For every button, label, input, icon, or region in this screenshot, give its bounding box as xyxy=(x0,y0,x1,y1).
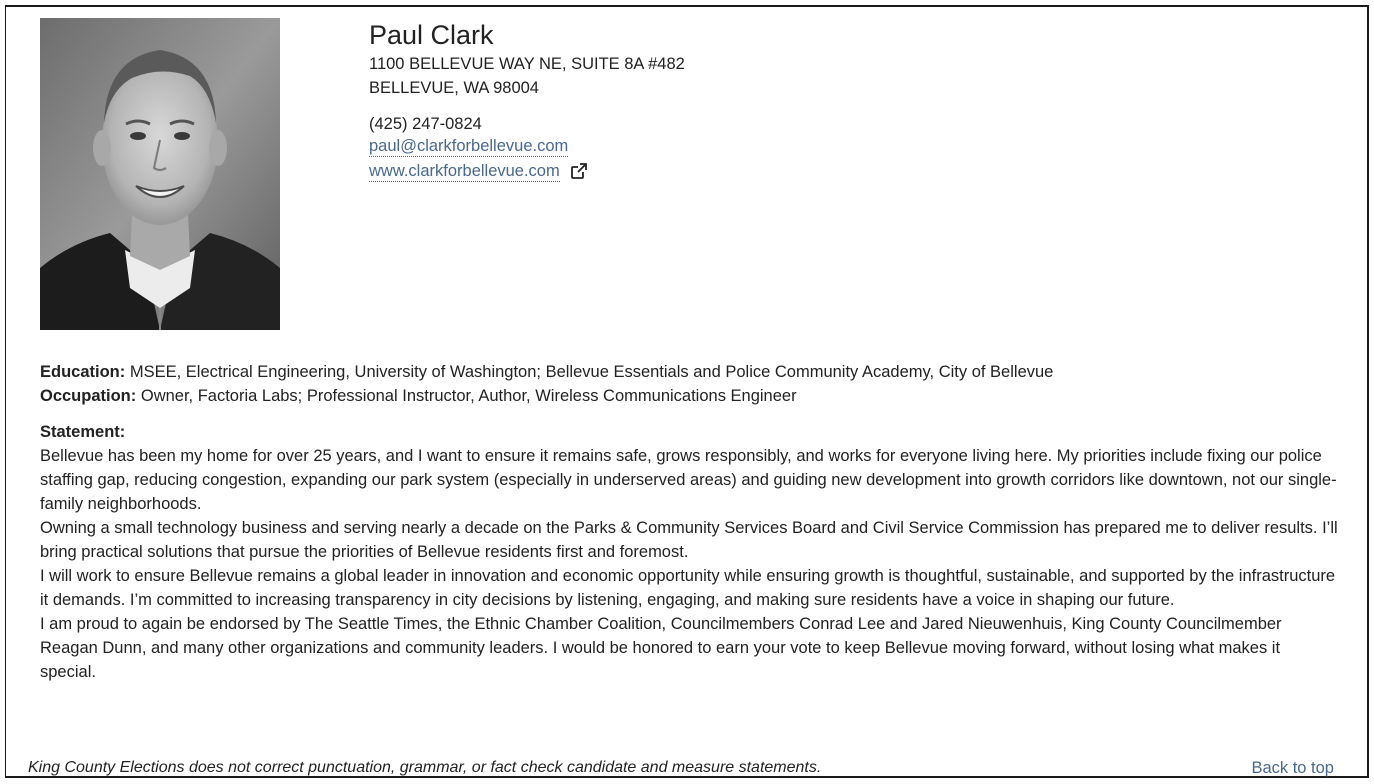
website-link[interactable]: www.clarkforbellevue.com xyxy=(369,162,560,180)
statement-paragraph: I will work to ensure Bellevue remains a global leader in innovation and economic opportunity while ensuring growth is thoughtful, sustainable, and supported by the infrastructure it demands. I’m committed to increasing transparency in city decisions by listening, engaging, and making sure residents have a voice in shaping our future. xyxy=(40,567,1336,609)
statement-label: Statement: xyxy=(40,423,126,441)
address-line-1: 1100 BELLEVUE WAY NE, SUITE 8A #482 xyxy=(369,55,685,73)
occupation-row xyxy=(40,384,1340,408)
phone-number: (425) 247-0824 xyxy=(369,115,482,133)
address-line-2: BELLEVUE, WA 98004 xyxy=(369,79,539,97)
candidate-details xyxy=(40,360,1340,684)
back-to-top-link[interactable]: Back to top xyxy=(1251,759,1334,777)
statement-paragraph: Owning a small technology business and serving nearly a decade on the Parks & Community Services Board and Civil Service Commission has prepared me to deliver results. I’ll bring practical solutions that pursue the priorities of Bellevue residents first and foremost. xyxy=(40,519,1338,561)
education-value: MSEE, Electrical Engineering, University of Washington; Bellevue Essentials and Police Community Academy, City of Bellevue xyxy=(129,363,1054,381)
external-link-icon[interactable] xyxy=(570,162,588,185)
candidate-header xyxy=(369,18,685,186)
education-row xyxy=(40,360,1340,384)
email-link[interactable]: paul@clarkforbellevue.com xyxy=(369,137,569,155)
statement-paragraph: Bellevue has been my home for over 25 years, and I want to ensure it remains safe, grows responsibly, and works for everyone living here. My priorities include fixing our police staffing gap, reducing congestion, expanding our park system (especially in underserved areas) and guiding new development into growth corridors like downtown, not our single-family neighborhoods. xyxy=(40,447,1337,513)
statement-paragraph: I am proud to again be endorsed by The Seattle Times, the Ethnic Chamber Coalition, Councilmembers Conrad Lee and Jared Nieuwenhuis, King County Councilmember Reagan Dunn, and many other organizations and community leaders. I would be honored to earn your vote to keep Bellevue moving forward, without losing what makes it special. xyxy=(40,615,1282,681)
occupation-label: Occupation: xyxy=(40,387,137,405)
candidate-name: Paul Clark xyxy=(369,20,494,50)
education-label: Education: xyxy=(40,363,126,381)
occupation-value: Owner, Factoria Labs; Professional Instructor, Author, Wireless Communications Engineer xyxy=(140,387,797,405)
candidate-photo xyxy=(40,18,280,330)
disclaimer-note: King County Elections does not correct punctuation, grammar, or fact check candidate and measure statements. xyxy=(28,759,822,776)
